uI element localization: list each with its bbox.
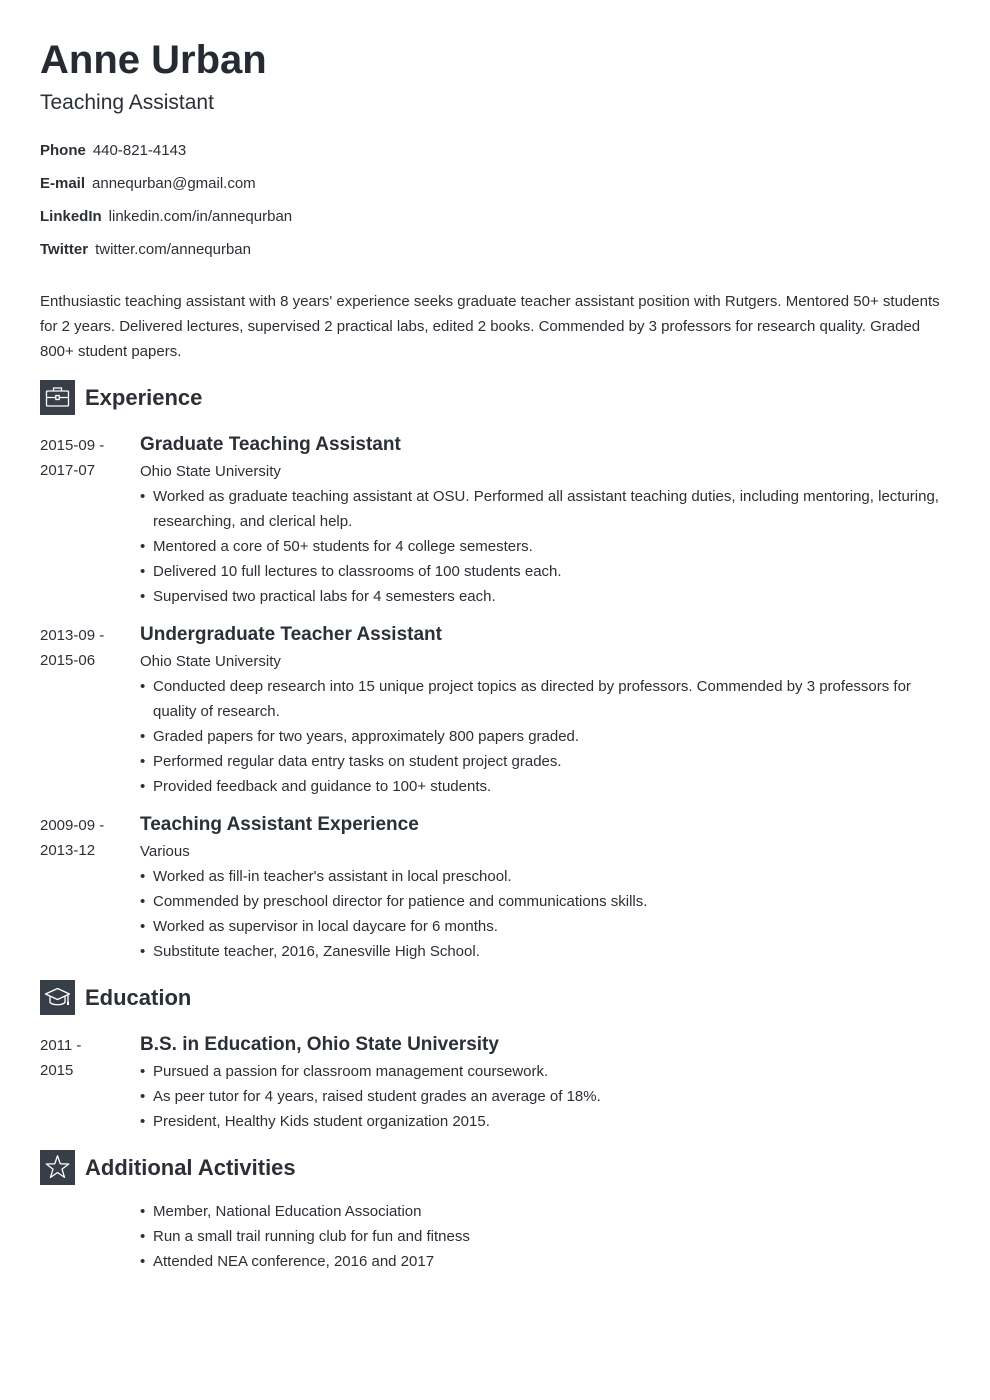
activities-list: [40, 1199, 950, 1274]
bullet-item: • Worked as supervisor in local daycare for 6 months.: [140, 914, 950, 939]
contact-value: 440-821-4143: [92, 142, 187, 159]
bullet-item: • Conducted deep research into 15 unique project topics as directed by professors. Commended by 3 professors for quality of research.: [140, 674, 950, 724]
contact-value: twitter.com/annequrban: [95, 241, 251, 258]
organization: Various: [140, 843, 190, 860]
bullet-item: • Member, National Education Association: [140, 1199, 950, 1224]
experience-entry: [40, 813, 950, 964]
entry-date: [40, 623, 140, 799]
bullet-item: • Run a small trail running club for fun and fitness: [140, 1224, 950, 1249]
star-icon: [40, 1150, 75, 1185]
activities-section-header: [40, 1150, 950, 1185]
organization: Ohio State University: [140, 653, 281, 670]
date-start: 2011 -: [40, 1037, 82, 1054]
activities-heading: Additional Activities: [85, 1154, 296, 1180]
job-title: Undergraduate Teacher Assistant: [140, 624, 442, 645]
contact-value: linkedin.com/in/annequrban: [108, 208, 293, 225]
bullet-item: • President, Healthy Kids student organization 2015.: [140, 1109, 950, 1134]
contact-phone: [40, 142, 950, 160]
briefcase-icon: [40, 380, 75, 415]
experience-section-header: [40, 380, 950, 415]
contact-label: Twitter: [40, 241, 89, 258]
date-end: 2015: [40, 1062, 74, 1079]
job-title: Teaching Assistant Experience: [140, 814, 419, 835]
bullet-item: • Commended by preschool director for patience and communications skills.: [140, 889, 950, 914]
bullet-item: • Substitute teacher, 2016, Zanesville High School.: [140, 939, 950, 964]
candidate-name: Anne Urban: [40, 38, 267, 82]
education-list: [40, 1033, 950, 1134]
bullet-list: [140, 1059, 950, 1134]
education-heading: Education: [85, 984, 192, 1010]
bullet-list: [140, 674, 950, 799]
date-start: 2009-09 -: [40, 817, 105, 834]
experience-entry: [40, 433, 950, 609]
contact-twitter: [40, 241, 950, 259]
candidate-title: Teaching Assistant: [40, 91, 214, 114]
date-start: 2015-09 -: [40, 437, 105, 454]
entry-body: [140, 1033, 950, 1134]
bullet-item: • Mentored a core of 50+ students for 4 college semesters.: [140, 534, 950, 559]
bullet-item: • Worked as graduate teaching assistant at OSU. Performed all assistant teaching duties, including mentoring, lecturing, researching, and clerical help.: [140, 484, 950, 534]
bullet-item: • Performed regular data entry tasks on student project grades.: [140, 749, 950, 774]
job-title: Graduate Teaching Assistant: [140, 434, 401, 455]
entry-body: [140, 433, 950, 609]
contact-list: [40, 142, 950, 259]
education-entry: [40, 1033, 950, 1134]
bullet-item: • As peer tutor for 4 years, raised student grades an average of 18%.: [140, 1084, 950, 1109]
contact-value: annequrban@gmail.com: [92, 175, 256, 192]
bullet-list: [140, 484, 950, 609]
graduation-cap-icon: [40, 980, 75, 1015]
contact-label: E-mail: [40, 175, 86, 192]
contact-label: LinkedIn: [40, 208, 102, 225]
bullet-list: [140, 1199, 950, 1274]
degree-title: B.S. in Education, Ohio State University: [140, 1034, 499, 1055]
bullet-item: • Attended NEA conference, 2016 and 2017: [140, 1249, 950, 1274]
bullet-item: • Worked as fill-in teacher's assistant in local preschool.: [140, 864, 950, 889]
entry-date: [40, 1033, 140, 1134]
summary-paragraph: Enthusiastic teaching assistant with 8 years' experience seeks graduate teacher assistant position with Rutgers. Mentored 50+ students for 2 years. Delivered lectures, supervised 2 practical labs, edited 2 books. Commended by 3 professors for research quality. Graded 800+ student papers.: [40, 293, 940, 360]
entry-body: [140, 813, 950, 964]
experience-entry: [40, 623, 950, 799]
entry-body: [140, 623, 950, 799]
contact-linkedin: [40, 208, 950, 226]
bullet-item: • Provided feedback and guidance to 100+ students.: [140, 774, 950, 799]
bullet-item: • Delivered 10 full lectures to classrooms of 100 students each.: [140, 559, 950, 584]
experience-heading: Experience: [85, 384, 203, 410]
bullet-item: • Pursued a passion for classroom management coursework.: [140, 1059, 950, 1084]
experience-list: [40, 433, 950, 964]
contact-email: [40, 175, 950, 193]
organization: Ohio State University: [140, 463, 281, 480]
date-end: 2015-06: [40, 652, 96, 669]
entry-date: [40, 433, 140, 609]
date-start: 2013-09 -: [40, 627, 105, 644]
bullet-list: [140, 864, 950, 964]
date-end: 2013-12: [40, 842, 96, 859]
entry-date: [40, 813, 140, 964]
education-section-header: [40, 980, 950, 1015]
bullet-item: • Supervised two practical labs for 4 semesters each.: [140, 584, 950, 609]
bullet-item: • Graded papers for two years, approximately 800 papers graded.: [140, 724, 950, 749]
date-end: 2017-07: [40, 462, 96, 479]
contact-label: Phone: [40, 142, 86, 159]
